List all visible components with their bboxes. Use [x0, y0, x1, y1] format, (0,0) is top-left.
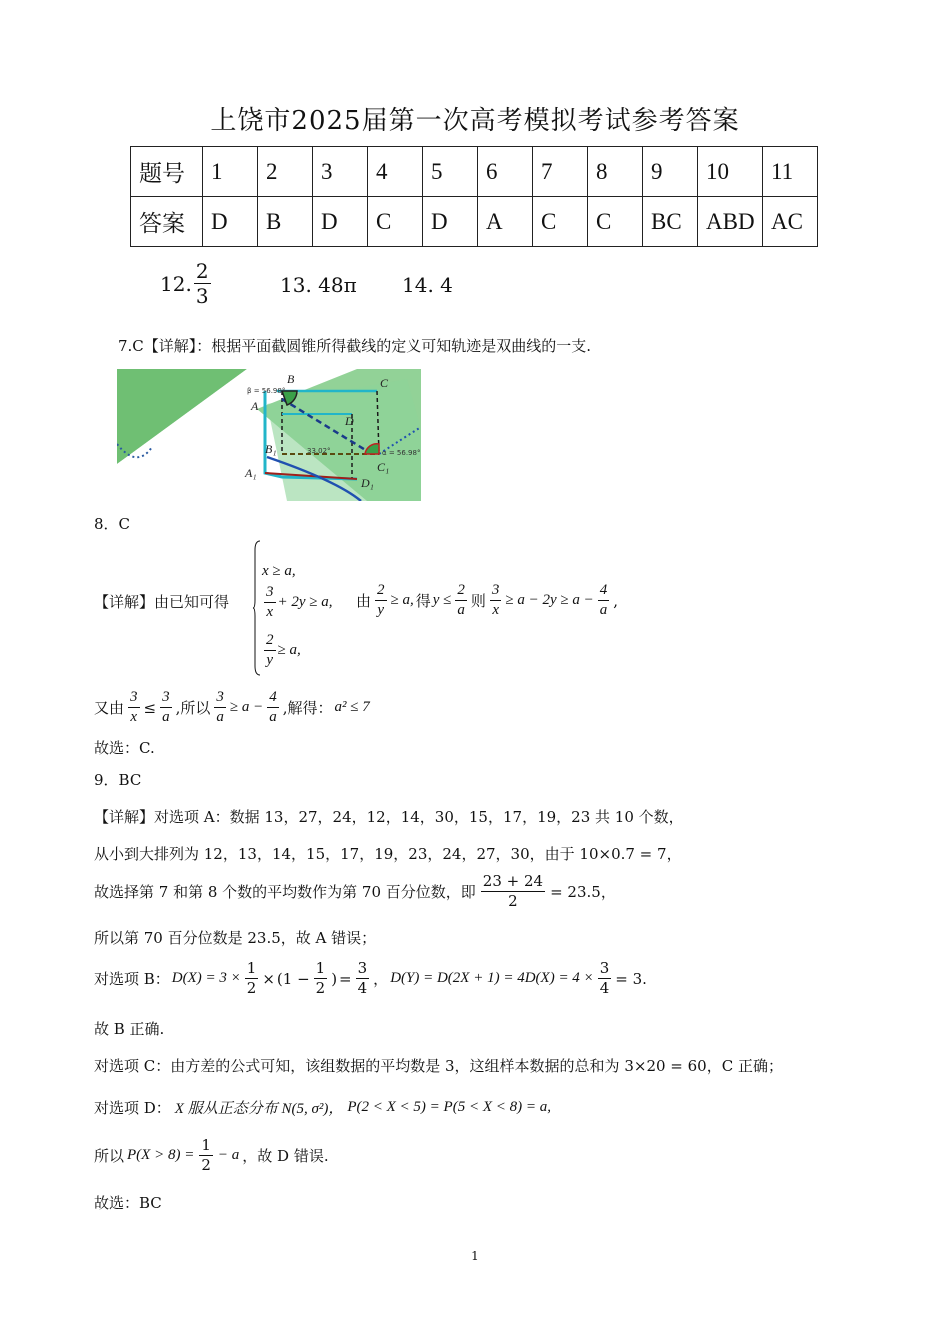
expression: = [339, 969, 352, 988]
denominator: a [269, 709, 277, 725]
text: 又由 [94, 699, 125, 717]
table-header-cell: 答案 [131, 197, 203, 247]
numerator: 1 [201, 1136, 211, 1154]
table-cell: 11 [763, 147, 818, 197]
system-line-2 [262, 585, 333, 620]
q8-conclusion: 故选：C. [94, 739, 155, 757]
numerator: 2 [195, 259, 209, 283]
q9-head: 9．BC [94, 771, 142, 789]
fraction [214, 690, 226, 725]
denominator: a [457, 602, 465, 618]
label-C: C [380, 376, 389, 390]
numerator: 3 [214, 690, 226, 708]
table-cell: D [423, 197, 478, 247]
fraction [245, 961, 259, 996]
denominator: x [492, 602, 499, 618]
table-cell: 9 [643, 147, 698, 197]
q9-line: 所以第 70 百分位数是 23.5，故 A 错误； [94, 929, 377, 947]
text: ， [373, 970, 389, 988]
table-cell: D [313, 197, 368, 247]
label-beta: β = 56.98° [247, 387, 286, 395]
denominator: 4 [357, 979, 368, 997]
table-cell: D [203, 197, 258, 247]
table-cell: C [368, 197, 423, 247]
table-cell: BC [643, 197, 698, 247]
fraction [598, 961, 612, 996]
fraction [264, 633, 276, 668]
text: ，故 D 错误. [242, 1147, 329, 1165]
expression: + 2y ≥ a, [277, 594, 333, 610]
q12-label: 12. [160, 271, 192, 296]
expression: = 3. [615, 969, 647, 988]
denominator: 2 [315, 979, 326, 997]
expression: (1 − [276, 969, 310, 988]
expression: a² ≤ 7 [334, 699, 370, 715]
table-row [131, 147, 818, 197]
q8-detail-prefix: 【详解】由已知可得 [94, 593, 230, 611]
q9-line [94, 1097, 551, 1118]
expression: ≥ a, [277, 642, 301, 658]
expression: X 服从正态分布 N(5, σ²)， [174, 1101, 344, 1117]
fraction [481, 874, 545, 909]
table-cell: 5 [423, 147, 478, 197]
denominator: a [599, 602, 608, 618]
denominator: x [130, 709, 138, 725]
expression: P(X > 8) = [127, 1147, 195, 1163]
fraction [264, 585, 276, 620]
label-B1: B₁ [265, 442, 277, 456]
label-A: A [251, 399, 259, 413]
expression: − a [217, 1147, 240, 1163]
table-cell: 2 [258, 147, 313, 197]
q7-detail: 7.C【详解】：根据平面截圆锥所得截线的定义可知轨迹是双曲线的一支. [118, 337, 592, 355]
table-cell: C [588, 197, 643, 247]
expression: y ≤ [432, 592, 452, 608]
answer-13: 13. 48π [280, 273, 357, 297]
q9-conclusion: 故选：BC [94, 1194, 162, 1212]
expression: ) [331, 969, 338, 988]
expression: ≥ a, [390, 592, 414, 608]
expression: D(X) = 3 × [171, 970, 241, 986]
denominator: 2 [508, 892, 518, 910]
page-title: 上饶市2025届第一次高考模拟考试参考答案 [210, 106, 740, 136]
fraction [375, 583, 387, 618]
table-cell: C [533, 197, 588, 247]
denominator: 2 [246, 979, 257, 997]
label-A1: A₁ [245, 466, 257, 480]
table-cell: 4 [368, 147, 423, 197]
fraction [160, 690, 172, 725]
text: ,解得： [282, 699, 333, 717]
numerator: 23 + 24 [482, 872, 544, 890]
numerator: 1 [315, 959, 326, 977]
expression: ≤ [143, 698, 157, 717]
q9-line [94, 874, 616, 909]
table-row [131, 197, 818, 247]
q9-line: 对选项 C：由方差的公式可知，该组数据的平均数是 3，这组样本数据的总和为 3×20 = 60，C 正确； [94, 1057, 783, 1075]
denominator: a [216, 709, 224, 725]
text: 所以 [94, 1147, 125, 1165]
q9-line: 【详解】对选项 A：数据 13，27，24，12，14，30，15，17，19，23 共 10 个数， [94, 808, 684, 826]
table-cell: ABD [698, 197, 763, 247]
numerator: 3 [490, 583, 502, 601]
q8-derivation [356, 583, 618, 618]
page-number: 1 [471, 1249, 479, 1263]
label-B: B [287, 372, 295, 386]
text: ,所以 [175, 699, 211, 717]
numerator: 4 [598, 583, 610, 601]
answer-12 [160, 261, 213, 306]
q8-head: 8．C [94, 515, 131, 533]
denominator: 4 [599, 979, 610, 997]
text: 由 [356, 592, 372, 610]
expression: = 23.5， [550, 883, 616, 901]
label-D1: D₁ [361, 476, 374, 490]
fraction [267, 690, 279, 725]
answer-table [130, 146, 818, 247]
text: 对选项 D： [94, 1099, 171, 1117]
answer-14: 14. 4 [402, 273, 453, 297]
text: 得 [415, 592, 431, 610]
brace-icon [253, 540, 261, 676]
denominator: x [266, 604, 274, 620]
table-cell: 1 [203, 147, 258, 197]
q9-line: 故 B 正确. [94, 1020, 165, 1038]
numerator: 2 [264, 633, 276, 651]
numerator: 2 [375, 583, 387, 601]
label-D: D [345, 414, 354, 428]
q9-line [94, 1138, 329, 1173]
q8-line-2 [94, 690, 370, 725]
text: 故选择第 7 和第 8 个数的平均数作为第 70 百分位数，即 [94, 883, 476, 901]
fraction [455, 583, 467, 618]
numerator: 2 [455, 583, 467, 601]
table-cell: 6 [478, 147, 533, 197]
numerator: 3 [599, 959, 610, 977]
table-cell: B [258, 197, 313, 247]
table-header-cell: 题号 [131, 147, 203, 197]
text: , [613, 591, 619, 610]
q9-line: 从小到大排列为 12，13，14，15，17，19，23，24，27，30，由于 10×0.7 = 7， [94, 845, 682, 863]
table-cell: 3 [313, 147, 368, 197]
numerator: 3 [264, 585, 276, 603]
fraction [490, 583, 502, 618]
expression: P(2 < X < 5) = P(5 < X < 8) = a, [347, 1099, 551, 1115]
fraction [128, 690, 140, 725]
label-alpha: α = 56.98° [382, 449, 421, 457]
text: 对选项 B： [94, 970, 170, 988]
q9-line [94, 961, 647, 996]
fraction [598, 583, 610, 618]
denominator: y [266, 652, 274, 668]
numerator: 3 [160, 690, 172, 708]
label-C1: C₁ [377, 460, 390, 474]
denominator: 3 [195, 284, 209, 308]
denominator: 2 [201, 1156, 211, 1174]
table-cell: A [478, 197, 533, 247]
numerator: 3 [128, 690, 140, 708]
table-cell: 7 [533, 147, 588, 197]
expression: ≥ a − [229, 699, 264, 715]
denominator: y [377, 602, 385, 618]
table-cell: 10 [698, 147, 763, 197]
system-line-3 [262, 633, 301, 668]
expression: ≥ a − 2y ≥ a − [505, 592, 594, 608]
system-line-1: x ≥ a, [262, 563, 296, 579]
numerator: 3 [357, 959, 368, 977]
denominator: a [162, 709, 170, 725]
expression: D(Y) = D(2X + 1) = 4D(X) = 4 × [390, 970, 594, 986]
fraction [199, 1138, 213, 1173]
numerator: 1 [246, 959, 257, 977]
q7-figure [117, 369, 421, 501]
fraction [356, 961, 370, 996]
text: 则 [470, 592, 486, 610]
expression: × [262, 969, 275, 988]
numerator: 4 [267, 690, 279, 708]
table-cell: AC [763, 197, 818, 247]
fraction [314, 961, 328, 996]
table-cell: 8 [588, 147, 643, 197]
fraction [194, 261, 211, 306]
label-gamma: 33.02° [307, 447, 331, 455]
